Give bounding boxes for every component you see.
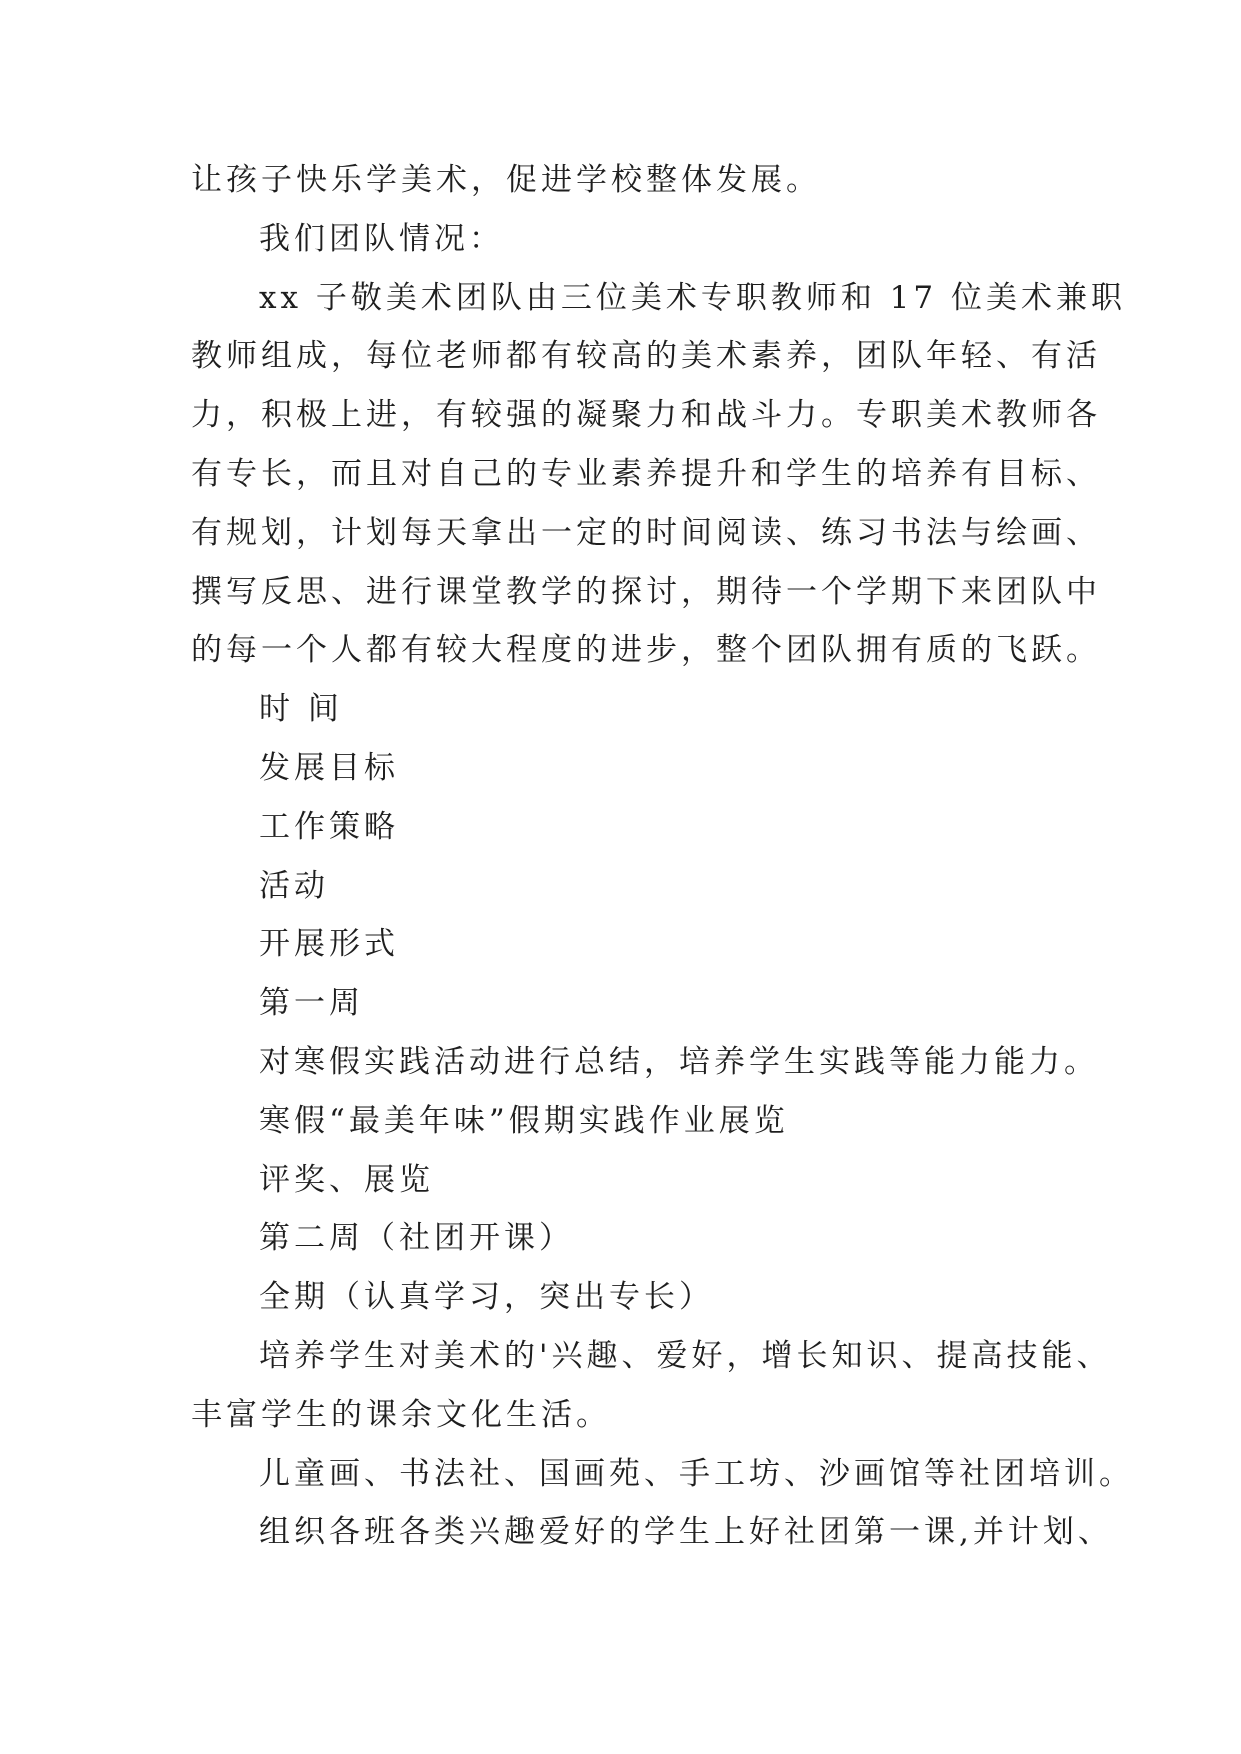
paragraph-line: 让孩子快乐学美术，促进学校整体发展。 (191, 162, 821, 198)
document-body (191, 151, 1134, 1562)
paragraph-line: 有规划，计划每天拿出一定的时间阅读、练习书法与绘画、 (191, 514, 1101, 551)
section-heading: 我们团队情况： (259, 220, 504, 257)
table-cell-text: 寒假“最美年味”假期实践作业展览 (259, 1102, 789, 1139)
paragraph-line: 培养学生对美术的'兴趣、爱好，增长知识、提高技能、 (259, 1337, 1112, 1374)
table-cell-text: 评奖、展览 (259, 1161, 434, 1198)
table-cell-text: 活动 (259, 867, 329, 904)
paragraph-line: 有专长，而且对自己的专业素养提升和学生的培养有目标、 (191, 455, 1101, 492)
table-cell-text: 全期（认真学习，突出专长） (259, 1279, 714, 1316)
paragraph-line: 的每一个人都有较大程度的进步，整个团队拥有质的飞跃。 (191, 632, 1101, 669)
paragraph-line: 组织各班各类兴趣爱好的学生上好社团第一课,并计划、 (259, 1514, 1113, 1551)
table-cell-text: 时 间 (259, 691, 343, 728)
table-cell-text: 开展形式 (259, 926, 399, 963)
paragraph-line: 儿童画、书法社、国画苑、手工坊、沙画馆等社团培训。 (259, 1455, 1134, 1492)
paragraph-line: 撰写反思、进行课堂教学的探讨，期待一个学期下来团队中 (191, 573, 1101, 610)
table-cell-text: 第一周 (259, 985, 364, 1022)
paragraph-line: 力，积极上进，有较强的凝聚力和战斗力。专职美术教师各 (191, 397, 1101, 434)
table-cell-text: 第二周（社团开课） (259, 1220, 574, 1257)
table-cell-text: 工作策略 (259, 808, 399, 845)
paragraph-line: 丰富学生的课余文化生活。 (191, 1396, 611, 1433)
paragraph-line: 教师组成，每位老师都有较高的美术素养，团队年轻、有活 (191, 338, 1101, 375)
table-cell-text: 发展目标 (259, 749, 399, 786)
paragraph-line: xx 子敬美术团队由三位美术专职教师和 17 位美术兼职 (259, 279, 1126, 316)
table-cell-text: 对寒假实践活动进行总结，培养学生实践等能力能力。 (259, 1043, 1099, 1080)
